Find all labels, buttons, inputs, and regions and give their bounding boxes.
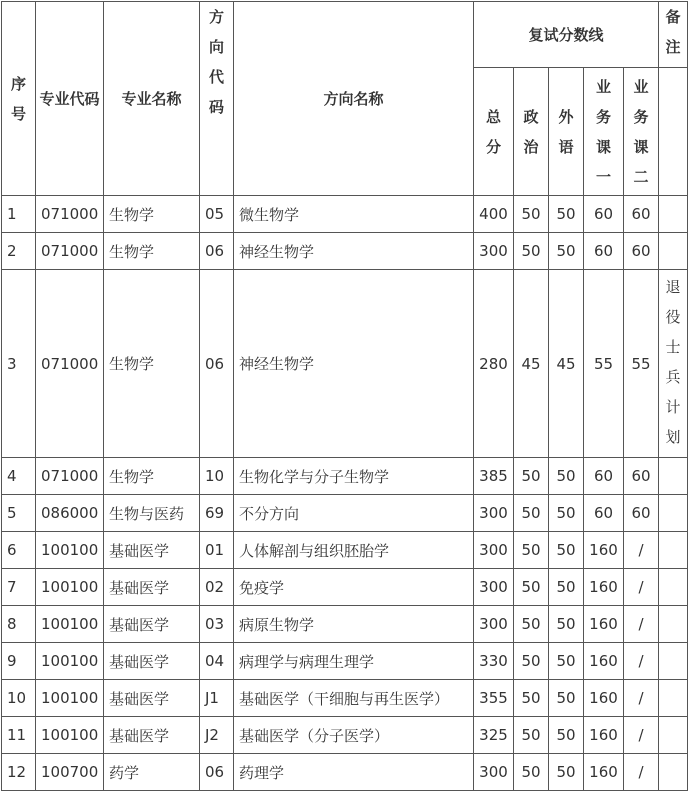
course1-cell: 160 (584, 754, 624, 791)
major-name-cell: 基础医学 (104, 532, 200, 569)
note-char: 役 (665, 308, 681, 326)
major-code-cell: 086000 (36, 495, 104, 532)
foreign-cell: 50 (549, 569, 584, 606)
note-cell (659, 233, 688, 270)
seq-cell: 8 (2, 606, 36, 643)
course2-cell: / (624, 680, 659, 717)
note-cell (659, 754, 688, 791)
seq-header: 序 号 (2, 2, 36, 196)
major-code-cell: 100100 (36, 532, 104, 569)
course2-header: 业 务 课 二 (624, 68, 659, 196)
course1-cell: 60 (584, 495, 624, 532)
dir-name-cell: 生物化学与分子生物学 (234, 458, 474, 495)
dir-name-cell: 神经生物学 (234, 233, 474, 270)
course1-cell: 160 (584, 680, 624, 717)
foreign-cell: 50 (549, 532, 584, 569)
table-row (2, 458, 688, 495)
seq-cell: 6 (2, 532, 36, 569)
foreign-cell: 50 (549, 606, 584, 643)
politics-cell: 50 (514, 458, 549, 495)
table-row (2, 233, 688, 270)
table-row (2, 606, 688, 643)
note-cell (659, 606, 688, 643)
note-cell (659, 196, 688, 233)
table-row (2, 495, 688, 532)
seq-cell: 12 (2, 754, 36, 791)
course2-cell: 60 (624, 233, 659, 270)
foreign-cell: 45 (549, 270, 584, 458)
course2-cell: 60 (624, 495, 659, 532)
dir-name-cell: 基础医学（分子医学） (234, 717, 474, 754)
politics-cell: 50 (514, 569, 549, 606)
note-char: 划 (665, 428, 681, 446)
course1-cell: 55 (584, 270, 624, 458)
dir-code-header: 方 向 代 码 (200, 2, 234, 196)
politics-cell: 50 (514, 233, 549, 270)
table-row (2, 532, 688, 569)
seq-cell: 10 (2, 680, 36, 717)
table-row (2, 569, 688, 606)
seq-cell: 5 (2, 495, 36, 532)
major-name-cell: 基础医学 (104, 680, 200, 717)
major-name-header: 专业名称 (104, 2, 200, 196)
major-name-cell: 药学 (104, 754, 200, 791)
total-cell: 300 (474, 606, 514, 643)
major-code-cell: 100100 (36, 680, 104, 717)
note-cell (659, 569, 688, 606)
foreign-cell: 50 (549, 196, 584, 233)
major-name-cell: 生物学 (104, 196, 200, 233)
major-code-cell: 100700 (36, 754, 104, 791)
major-name-cell: 生物学 (104, 458, 200, 495)
total-cell: 355 (474, 680, 514, 717)
course1-cell: 160 (584, 606, 624, 643)
major-code-cell: 071000 (36, 458, 104, 495)
foreign-cell: 50 (549, 495, 584, 532)
seq-cell: 4 (2, 458, 36, 495)
note-header-blank (659, 68, 688, 196)
major-name-cell: 生物学 (104, 270, 200, 458)
note-char: 计 (665, 398, 681, 416)
course2-cell: / (624, 606, 659, 643)
dir-name-cell: 病理学与病理生理学 (234, 643, 474, 680)
course1-cell: 60 (584, 196, 624, 233)
seq-cell: 11 (2, 717, 36, 754)
politics-cell: 45 (514, 270, 549, 458)
seq-cell: 3 (2, 270, 36, 458)
note-cell (659, 495, 688, 532)
total-cell: 300 (474, 532, 514, 569)
table-body (2, 196, 688, 791)
major-code-cell: 071000 (36, 270, 104, 458)
dir-code-cell: 06 (200, 754, 234, 791)
politics-header: 政 治 (514, 68, 549, 196)
seq-cell: 2 (2, 233, 36, 270)
table-row (2, 643, 688, 680)
seq-cell: 7 (2, 569, 36, 606)
politics-cell: 50 (514, 606, 549, 643)
dir-code-cell: J1 (200, 680, 234, 717)
course1-cell: 60 (584, 458, 624, 495)
foreign-cell: 50 (549, 680, 584, 717)
note-cell (659, 643, 688, 680)
note-cell (659, 717, 688, 754)
table-row (2, 717, 688, 754)
politics-cell: 50 (514, 680, 549, 717)
course2-cell: 60 (624, 458, 659, 495)
major-code-cell: 100100 (36, 606, 104, 643)
major-name-cell: 基础医学 (104, 606, 200, 643)
course2-cell: / (624, 717, 659, 754)
note-header: 备 注 (659, 2, 688, 68)
table-row (2, 270, 688, 458)
course2-cell: 60 (624, 196, 659, 233)
note-cell (659, 270, 688, 458)
foreign-language-header: 外 语 (549, 68, 584, 196)
dir-name-cell: 免疫学 (234, 569, 474, 606)
total-cell: 300 (474, 495, 514, 532)
major-code-cell: 071000 (36, 196, 104, 233)
dir-code-cell: 05 (200, 196, 234, 233)
total-cell: 300 (474, 569, 514, 606)
total-cell: 325 (474, 717, 514, 754)
dir-code-cell: 04 (200, 643, 234, 680)
total-cell: 330 (474, 643, 514, 680)
major-code-cell: 100100 (36, 643, 104, 680)
foreign-cell: 50 (549, 643, 584, 680)
dir-name-cell: 神经生物学 (234, 270, 474, 458)
major-name-cell: 生物与医药 (104, 495, 200, 532)
foreign-cell: 50 (549, 458, 584, 495)
major-name-cell: 基础医学 (104, 643, 200, 680)
retest-line-header: 复试分数线 (474, 2, 659, 68)
dir-name-cell: 药理学 (234, 754, 474, 791)
course2-cell: / (624, 754, 659, 791)
dir-name-cell: 人体解剖与组织胚胎学 (234, 532, 474, 569)
foreign-cell: 50 (549, 754, 584, 791)
major-code-header: 专业代码 (36, 2, 104, 196)
major-code-cell: 100100 (36, 569, 104, 606)
note-char: 兵 (665, 368, 681, 386)
course1-cell: 60 (584, 233, 624, 270)
foreign-cell: 50 (549, 233, 584, 270)
politics-cell: 50 (514, 717, 549, 754)
dir-name-cell: 基础医学（干细胞与再生医学） (234, 680, 474, 717)
politics-cell: 50 (514, 532, 549, 569)
retest-score-table (1, 1, 688, 791)
total-cell: 400 (474, 196, 514, 233)
major-code-cell: 071000 (36, 233, 104, 270)
dir-code-cell: 69 (200, 495, 234, 532)
course1-header: 业 务 课 一 (584, 68, 624, 196)
seq-cell: 9 (2, 643, 36, 680)
table-row (2, 680, 688, 717)
total-cell: 300 (474, 754, 514, 791)
note-cell (659, 680, 688, 717)
course1-cell: 160 (584, 569, 624, 606)
course2-cell: / (624, 532, 659, 569)
dir-code-cell: 02 (200, 569, 234, 606)
total-cell: 385 (474, 458, 514, 495)
note-cell (659, 532, 688, 569)
politics-cell: 50 (514, 196, 549, 233)
dir-code-cell: 06 (200, 233, 234, 270)
dir-name-cell: 不分方向 (234, 495, 474, 532)
total-cell: 280 (474, 270, 514, 458)
note-char: 退 (665, 278, 681, 296)
course2-cell: / (624, 569, 659, 606)
dir-name-cell: 病原生物学 (234, 606, 474, 643)
table-row (2, 754, 688, 791)
seq-cell: 1 (2, 196, 36, 233)
major-name-cell: 基础医学 (104, 717, 200, 754)
course1-cell: 160 (584, 532, 624, 569)
foreign-cell: 50 (549, 717, 584, 754)
course2-cell: / (624, 643, 659, 680)
note-cell (659, 458, 688, 495)
note-char: 士 (665, 338, 681, 356)
major-name-cell: 生物学 (104, 233, 200, 270)
dir-code-cell: 03 (200, 606, 234, 643)
dir-code-cell: 10 (200, 458, 234, 495)
politics-cell: 50 (514, 643, 549, 680)
total-header: 总 分 (474, 68, 514, 196)
politics-cell: 50 (514, 495, 549, 532)
course2-cell: 55 (624, 270, 659, 458)
dir-code-cell: 01 (200, 532, 234, 569)
dir-code-cell: J2 (200, 717, 234, 754)
major-name-cell: 基础医学 (104, 569, 200, 606)
course1-cell: 160 (584, 717, 624, 754)
dir-name-header: 方向名称 (234, 2, 474, 196)
total-cell: 300 (474, 233, 514, 270)
dir-code-cell: 06 (200, 270, 234, 458)
major-code-cell: 100100 (36, 717, 104, 754)
dir-name-cell: 微生物学 (234, 196, 474, 233)
course1-cell: 160 (584, 643, 624, 680)
table-row (2, 196, 688, 233)
politics-cell: 50 (514, 754, 549, 791)
header-row-1 (2, 2, 688, 68)
